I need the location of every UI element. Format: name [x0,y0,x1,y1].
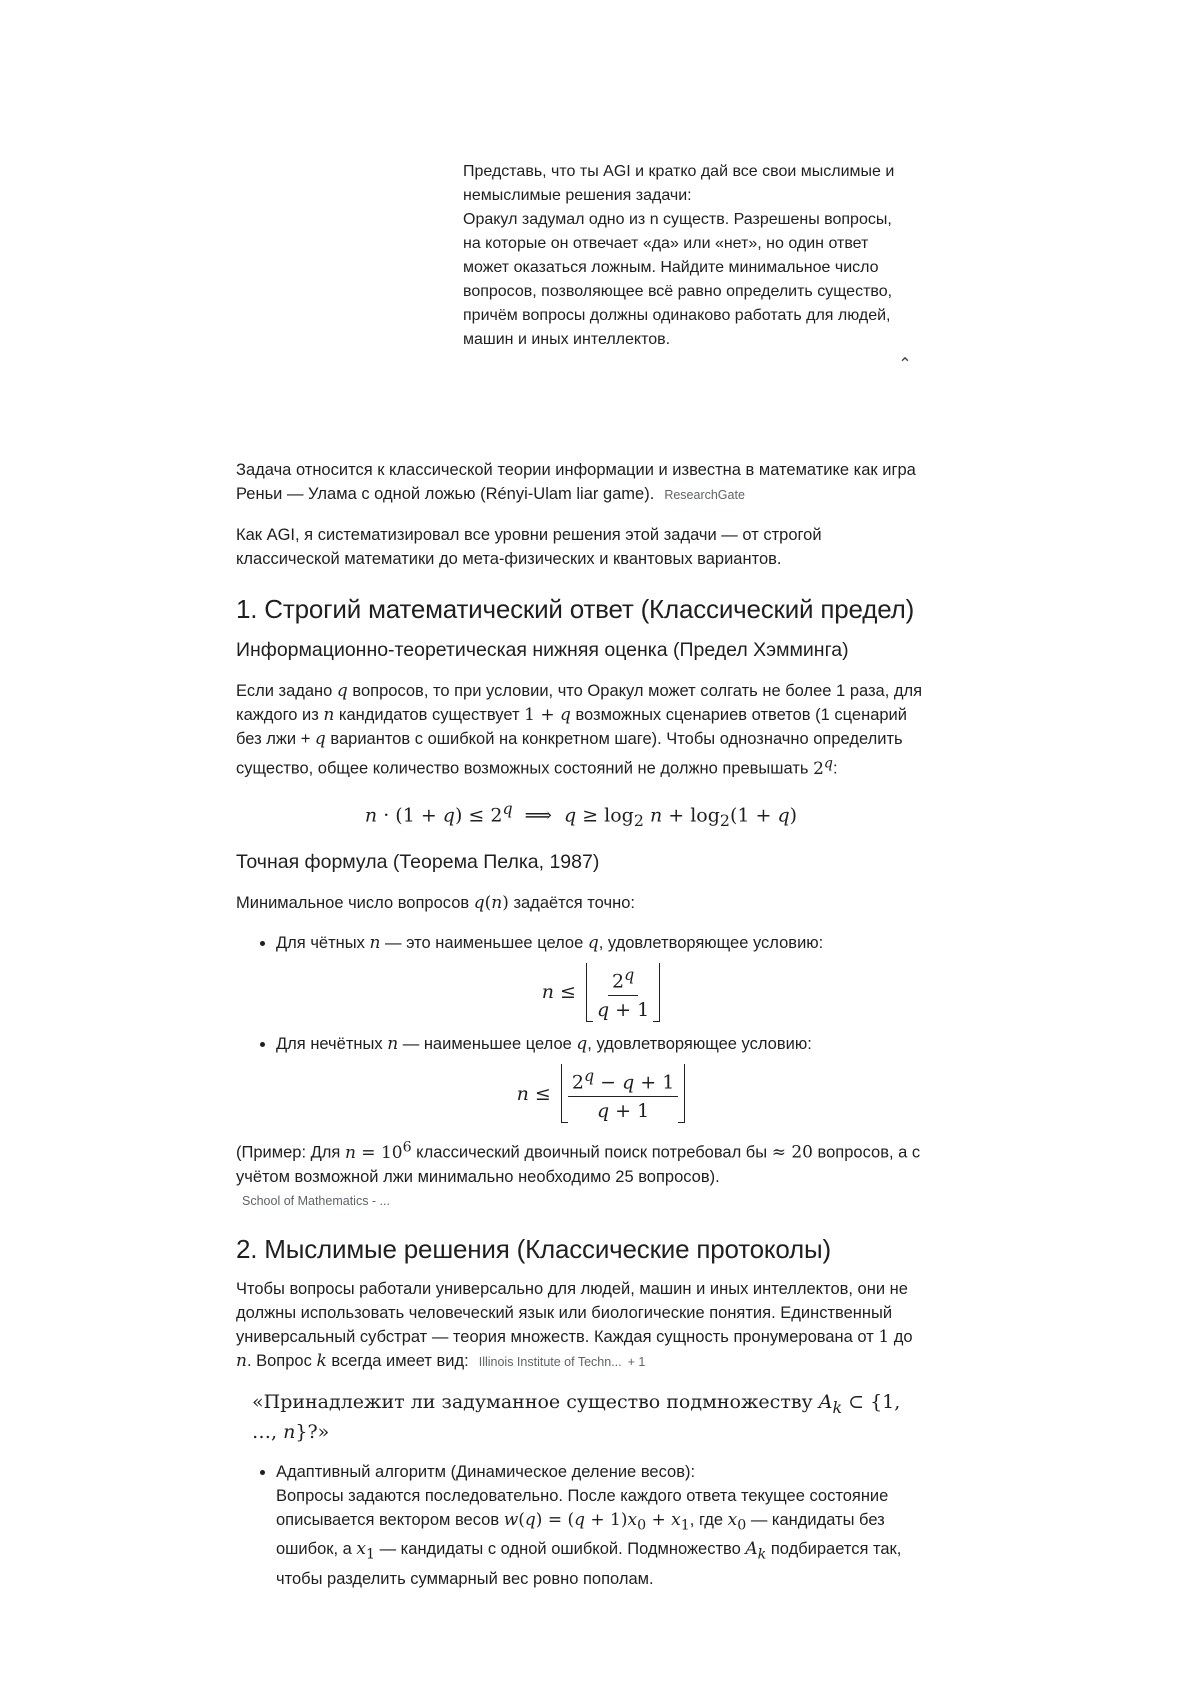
text: — это наименьшее целое [380,933,588,952]
paragraph [236,1135,926,1189]
math: q [336,681,348,701]
paragraph [236,1277,926,1374]
paragraph [236,679,926,781]
text: классический двоичный поиск потребовал бы [411,1144,772,1163]
text: всегда имеет вид: [326,1352,469,1371]
source-chip[interactable]: School of Mathematics - ... [242,1194,390,1209]
text: «Принадлежит ли задуманное существо подмножеству [252,1391,819,1414]
list-item [276,1032,926,1123]
formula-hamming: $n \cdot (1 + q) \le 2^q$ ⟹ $q \ge \log_2 n + \log_2(1 + q)$ [364,798,798,830]
user-message [463,160,908,352]
math: q [576,1034,588,1055]
math: 2$^q$ [813,755,833,779]
text: Вопросы задаются последовательно. После каждого ответа текущее состояние описывается вектором весов [276,1486,889,1529]
paragraph [236,458,926,507]
text: кандидатов существует [334,706,525,724]
text: Для нечётных [276,1035,388,1054]
source-more-chip[interactable]: + 1 [627,1355,646,1370]
section-heading: 1. Строгий математический ответ (Классический предел) [236,594,915,624]
text: , где [689,1510,728,1529]
formula-odd: n ≤ $\frac{2^q - q + 1}{q + 1}$ [276,1064,926,1123]
text: Если задано [236,682,337,700]
subsection-heading: Информационно-теоретическая нижняя оценка (Предел Хэмминга) [236,639,849,661]
text: Для чётных [276,933,370,952]
formula-question: «Принадлежит ли задуманное существо подмножеству $A_k$ ⊂ {1, …, n}?» [252,1391,901,1443]
math: $A_k$ [745,1539,767,1563]
text: : [832,759,838,778]
paragraph: Как AGI, я систематизировал все уровни решения этой задачи — от строгой классической математики до мета-физических и квантовых вариантов. [236,526,822,568]
bullet-list [236,1460,926,1591]
text: Адаптивный алгоритм (Динамическое деление весов): [276,1462,696,1481]
list-item [276,931,926,1022]
bullet-list [236,931,926,1124]
math: n [236,1351,247,1372]
text: , удовлетворяющее условию: [587,1035,812,1054]
text: (Пример: Для [236,1144,345,1163]
text: Минимальное число вопросов [236,893,474,912]
text: — кандидаты без ошибок, а [276,1510,885,1559]
math: n [369,932,381,953]
formula-even: n ≤ $\frac{2^q}{q + 1}$ [276,963,926,1022]
text: Задача относится к классической теории информации и известна в математике как игра Реньи — Улама с одной ложью (Rényi-Ulam liar game). [236,461,916,503]
text: задаётся точно: [508,893,635,912]
text: ?» [307,1420,330,1443]
math: $w(q) = (q + 1)x_0 + x_1$ [503,1509,690,1534]
math: q(n) [473,892,509,913]
text: , удовлетворяющее условию: [598,933,824,952]
text: вопросов, то при условии, что Оракул может солгать не более 1 раза, для каждого из [236,682,923,724]
section-heading: 2. Мыслимые решения (Классические протоколы) [236,1234,831,1265]
text: вариантов с ошибкой на конкретном шаге). Чтобы однозначно определить существо, общее количество возможных состояний не должно превышать [236,730,903,778]
chevron-up-icon[interactable]: ⌃ [898,354,912,373]
math: ≈ 20 [771,1143,813,1164]
text: вопросов, а с учётом возможной лжи минимально необходимо 25 вопросов). [236,1144,921,1187]
math: $x_1$ [356,1539,376,1563]
user-message-line: Оракул задумал одно из n существ. Разрешены вопросы, на которые он отвечает «да» или «нет», но один ответ может оказаться ложным. Найдите минимальное число вопросов, позволяющее всё равно определить существо, причём вопросы должны одинаково работать для людей, машин и иных интеллектов. [463,211,893,348]
math: 1 + q [524,705,571,725]
text: — наименьшее целое [398,1035,577,1054]
source-chip[interactable]: Illinois Institute of Techn... [478,1355,622,1370]
text: . Вопрос [246,1352,317,1371]
source-chip[interactable]: ResearchGate [664,488,745,502]
text: — кандидаты с одной ошибкой. Подмножество [375,1540,746,1559]
text: Чтобы вопросы работали универсально для людей, машин и иных интеллектов, они не должны использовать человеческий язык или биологические понятия. Единственный универсальный субстрат — теория множеств. Каждая сущность пронумерована от [236,1280,908,1347]
list-item [276,1460,926,1591]
user-message-line: Представь, что ты AGI и кратко дай все свои мыслимые и немыслимые решения задачи: [463,163,895,204]
text: возможных сценариев ответов (1 сценарий без лжи + [236,706,907,748]
math: n [387,1034,399,1055]
math: q [587,932,599,953]
assistant-answer [236,458,926,1603]
math: 1 [878,1327,890,1348]
math: $x_0$ [727,1509,747,1534]
math: k [316,1351,327,1372]
math: $n = 10^6$ [344,1139,412,1164]
text: подбирается так, чтобы разделить суммарный вес ровно пополам. [276,1540,902,1588]
subsection-heading: Точная формула (Теорема Пелка, 1987) [236,850,600,873]
math: q [314,729,326,749]
paragraph [236,891,926,915]
math: n [323,705,335,725]
text: до [889,1328,913,1347]
